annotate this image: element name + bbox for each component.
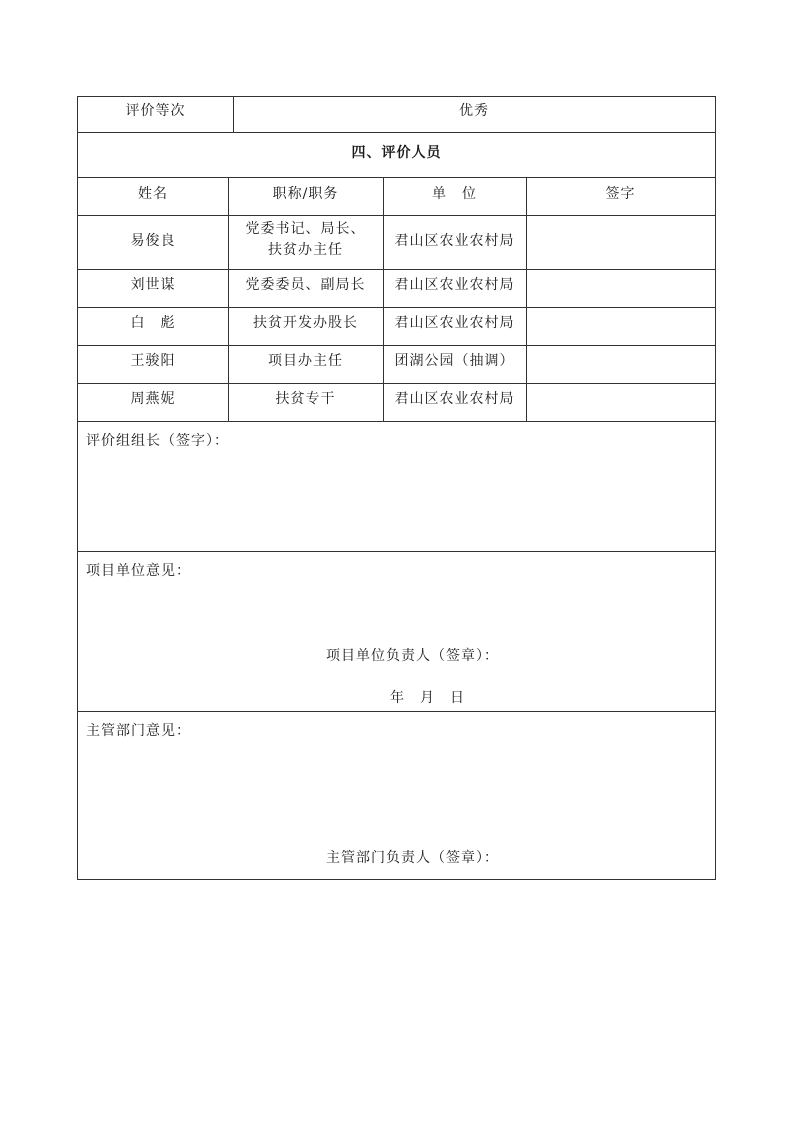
evaluator-title: 党委委员、副局长: [245, 277, 366, 293]
evaluator-signature: [526, 351, 715, 381]
section-title: 四、评价人员: [351, 145, 442, 161]
evaluator-unit: 君山区农业农村局: [394, 315, 515, 331]
evaluator-title: 扶贫办主任: [268, 242, 343, 258]
divider: [78, 421, 715, 422]
evaluator-title: 党委书记、局长、: [245, 221, 366, 237]
evaluator-title: 扶贫专干: [275, 391, 336, 407]
header-signature: 签字: [605, 186, 636, 202]
divider: [78, 307, 715, 308]
evaluator-name: 周燕妮: [130, 391, 176, 407]
divider: [78, 177, 715, 178]
project-unit-date: 年 月 日: [390, 690, 465, 706]
evaluator-title: 项目办主任: [268, 353, 343, 369]
evaluator-name: 王骏阳: [130, 353, 176, 369]
evaluator-name: 易俊良: [130, 233, 176, 249]
evaluator-name: 白 彪: [130, 315, 176, 331]
rating-value: 优秀: [459, 103, 489, 119]
header-name: 姓名: [138, 186, 168, 202]
divider: [78, 269, 715, 270]
leader-signature-label: 评价组组长（签字）：: [86, 433, 229, 449]
evaluator-signature: [526, 275, 715, 305]
evaluation-form: [77, 96, 716, 880]
evaluator-unit: 君山区农业农村局: [394, 233, 515, 249]
divider: [78, 383, 715, 384]
divider: [78, 345, 715, 346]
header-unit: 单 位: [432, 186, 477, 202]
evaluator-unit: 君山区农业农村局: [394, 391, 515, 407]
project-unit-opinion-label: 项目单位意见：: [86, 563, 191, 579]
rating-label: 评价等次: [125, 103, 186, 119]
evaluator-unit: 团湖公园（抽调）: [394, 353, 515, 369]
project-unit-signer: 项目单位负责人（签章）：: [326, 648, 499, 664]
evaluator-signature: [526, 231, 715, 261]
evaluator-name: 刘世谋: [130, 277, 176, 293]
divider: [78, 711, 715, 712]
department-opinion-label: 主管部门意见：: [86, 723, 191, 739]
evaluator-signature: [526, 389, 715, 419]
evaluator-unit: 君山区农业农村局: [394, 277, 515, 293]
divider: [78, 215, 715, 216]
divider: [78, 551, 715, 552]
evaluator-title: 扶贫开发办股长: [253, 315, 358, 331]
divider: [78, 132, 715, 133]
evaluator-signature: [526, 313, 715, 343]
header-title: 职称/职务: [272, 186, 339, 202]
department-signer: 主管部门负责人（签章）：: [326, 850, 499, 866]
